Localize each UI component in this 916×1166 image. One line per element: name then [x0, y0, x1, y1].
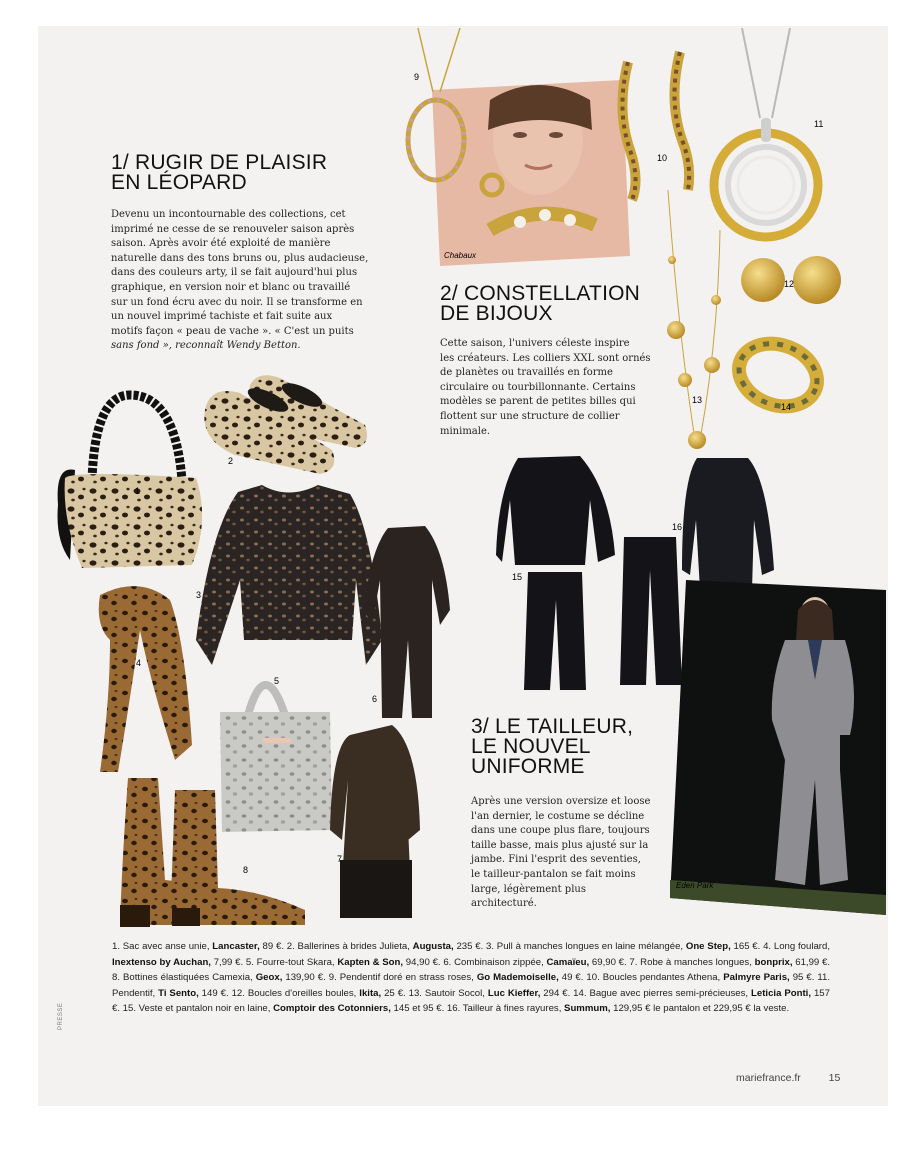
- tailleur-line: dans une coupe plus flare, toujours: [471, 825, 650, 837]
- bijoux-line: minimale.: [440, 425, 491, 437]
- credit-brand: Augusta,: [412, 941, 454, 952]
- credit-text: 1. Sac avec anse unie,: [112, 941, 213, 952]
- credit-text: 294 €. 14. Bague avec pierres semi-précieuses,: [540, 987, 752, 999]
- credit-text: 25 €. 13. Sautoir Socol,: [381, 987, 488, 999]
- tailleur-line: jambe. Fini l'esprit des seventies,: [471, 854, 641, 866]
- leopard-line: sans fond », reconnaît Wendy Betton.: [111, 340, 301, 352]
- caption-chabaux: Chabaux: [444, 251, 477, 260]
- credit-brand: Summum,: [564, 1003, 611, 1015]
- leopard-title-line1: 1/ RUGIR DE PLAISIR: [111, 151, 328, 174]
- tailleur-line: architecturé.: [471, 898, 537, 910]
- product-number: 6: [372, 694, 378, 704]
- credit-text: 94,90 €. 6. Combinaison zippée,: [403, 956, 547, 968]
- leopard-line: graphique, en version noir et blanc ou travaillé: [111, 281, 351, 293]
- credit-brand: Geox,: [255, 972, 283, 984]
- earrings-item-10: [622, 52, 689, 200]
- product-number: 12: [784, 279, 795, 289]
- tailleur-line: l'an dernier, le costume se décline: [471, 810, 645, 822]
- credit-text: 165 €. 4. Long foulard,: [730, 941, 830, 952]
- bijoux-title-line1: 2/ CONSTELLATION: [440, 282, 641, 305]
- credit-text: 69,90 €. 7. Robe à manches longues,: [589, 956, 755, 968]
- credit-text: 89 €. 2. Ballerines à brides Julieta,: [259, 941, 413, 952]
- bijoux-line: les créateurs. Les colliers XXL sont ornés: [440, 352, 651, 364]
- credit-text: 145 et 95 €. 16. Tailleur à fines rayures,: [390, 1003, 565, 1015]
- credit-text: 157 €. 15. Veste et pantalon noir en laine,: [112, 987, 830, 1015]
- credit-brand: bonprix,: [754, 956, 793, 968]
- credit-text: 95 €. 11. Pendentif,: [112, 972, 830, 999]
- scarf-item-4: [99, 586, 192, 772]
- leopard-line: sur un fond écru avec du noir. Il se transforme en: [111, 296, 363, 308]
- product-number: 1: [135, 486, 141, 496]
- product-number: 15: [512, 572, 523, 582]
- tailleur-line: large, légèrement plus: [471, 883, 586, 895]
- credit-brand: Kapten & Son,: [337, 956, 404, 968]
- credit-brand: Camaïeu,: [546, 956, 590, 968]
- sautoir-item-13: [667, 190, 721, 449]
- tailleur-title-line3: UNIFORME: [471, 755, 585, 778]
- credit-brand: Ikita,: [359, 987, 382, 999]
- product-number: 9: [414, 72, 420, 82]
- leopard-line: dans des couleurs arty, il se fait aujourd'hui plus: [111, 267, 358, 279]
- credit-text: 149 €. 12. Boucles d'oreilles boules,: [198, 987, 360, 999]
- product-number: 11: [814, 119, 824, 129]
- credit-brand: Luc Kieffer,: [487, 987, 541, 999]
- sweater-item-3: [196, 485, 382, 665]
- credit-brand: Comptoir des Cotonniers,: [273, 1003, 391, 1015]
- bijoux-line: Cette saison, l'univers céleste inspire: [440, 338, 630, 349]
- product-number: 14: [781, 402, 792, 412]
- leopard-line: Devenu un incontournable des collections, cet: [111, 209, 346, 220]
- product-number: 10: [657, 153, 668, 163]
- credit-brand: Go Mademoiselle,: [476, 972, 559, 984]
- ring-item-14: [730, 333, 826, 417]
- product-number: 2: [228, 456, 234, 466]
- credit-brand: Palmyre Paris,: [723, 972, 790, 984]
- product-number: 3: [196, 590, 202, 600]
- credit-text: 61,99 €. 8. Bottines élastiquées Camexia,: [112, 956, 830, 984]
- credit-brand: Lancaster,: [212, 941, 260, 952]
- pinstripe-suit-item-16: [682, 458, 774, 590]
- leopard-line: motifs façon « peau de vache ». « C'est un puits: [111, 325, 354, 337]
- credit-brand: Inextenso by Auchan,: [112, 956, 211, 968]
- tailleur-line: le tailleur-pantalon se fait moins: [471, 868, 636, 880]
- eden-park-photo: [670, 580, 886, 915]
- product-number: 7: [337, 854, 343, 864]
- bijoux-title-line2: DE BIJOUX: [440, 302, 553, 325]
- credit-text: 7,99 €. 5. Fourre-tout Skara,: [210, 956, 338, 968]
- side-label: PRESSE: [58, 1002, 64, 1030]
- bijoux-line: flottent sur une structure de collier: [440, 410, 620, 422]
- leopard-line: un nouvel imprimé tachiste et fait suite aux: [111, 311, 333, 323]
- bijoux-line: circulaire ou tourbillonnante. Certains: [440, 381, 636, 393]
- credit-text: 235 €. 3. Pull à manches longues en laine mélangée,: [453, 941, 686, 952]
- bag-item-1: [58, 395, 203, 568]
- credit-text: 139,90 €. 9. Pendentif doré en strass roses,: [282, 972, 477, 984]
- tailleur-line: Après une version oversize et loose: [471, 796, 651, 807]
- bijoux-line: de planètes ou travaillés en forme: [440, 367, 613, 379]
- product-number: 4: [136, 658, 142, 668]
- tailleur-line: taille basse, mais plus ajusté sur la: [471, 839, 649, 851]
- leopard-line: naturelle dans des tons bruns ou, plus audacieuse,: [111, 252, 369, 264]
- chabaux-photo: [432, 80, 630, 266]
- product-number: 13: [692, 395, 703, 405]
- product-number: 8: [243, 865, 249, 875]
- page-footer: [736, 1072, 840, 1084]
- credit-text: 49 €. 10. Boucles pendantes Athena,: [558, 972, 724, 984]
- caption-eden-park: Eden Park: [676, 881, 714, 890]
- tailleur-title-line2: LE NOUVEL: [471, 735, 591, 758]
- dress-item-7: [330, 725, 420, 918]
- tote-item-5: [220, 685, 332, 832]
- pendant-item-11: [714, 28, 818, 237]
- footer-page-number: 15: [828, 1072, 841, 1084]
- leopard-line: imprimé ne cesse de se renouveler saison après: [111, 223, 355, 235]
- credit-brand: Leticia Ponti,: [751, 987, 812, 999]
- leopard-line: saison. Après avoir été exploité de manière: [111, 238, 331, 250]
- credit-brand: One Step,: [685, 941, 731, 952]
- black-suit-item-15: [496, 456, 682, 690]
- leopard-title-line2: EN LÉOPARD: [111, 171, 247, 194]
- credit-brand: Ti Sento,: [158, 987, 199, 999]
- product-credits: [112, 939, 830, 1017]
- footer-site: mariefrance.fr: [736, 1072, 801, 1084]
- tailleur-title-line1: 3/ LE TAILLEUR,: [471, 715, 634, 738]
- product-number: 16: [672, 522, 683, 532]
- product-number: 5: [274, 676, 280, 686]
- credit-text: 129,95 € le pantalon et 229,95 € la veste.: [610, 1003, 790, 1015]
- bijoux-line: modèles se parent de petites billes qui: [440, 396, 636, 408]
